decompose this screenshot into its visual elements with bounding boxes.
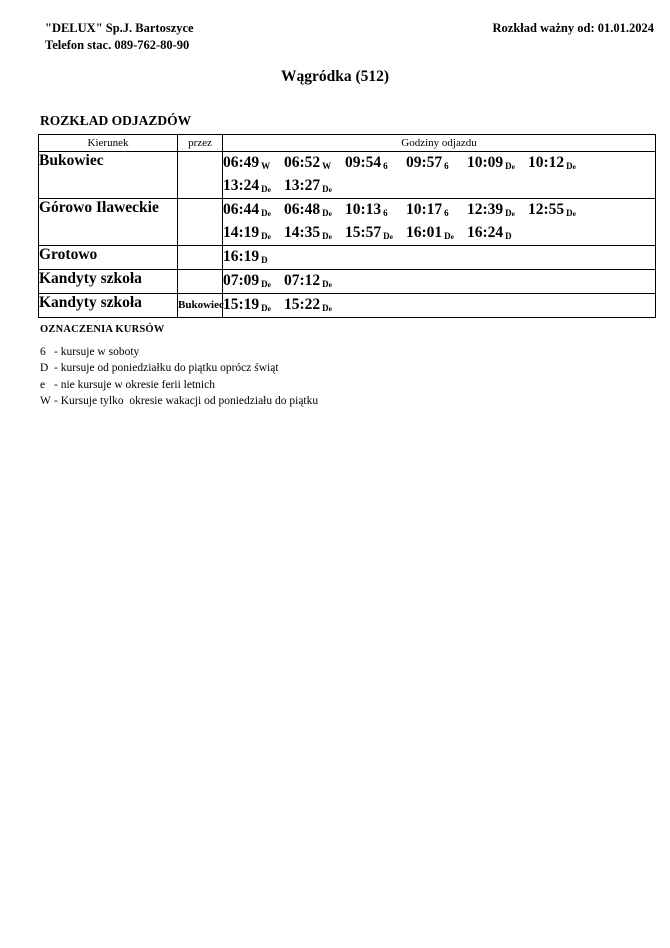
time-mark: De bbox=[322, 302, 333, 313]
time-mark: W bbox=[322, 160, 332, 171]
time-value: 15:19 bbox=[223, 295, 260, 313]
time-entry bbox=[284, 175, 345, 198]
time-mark: De bbox=[322, 230, 333, 241]
time-entry bbox=[223, 246, 284, 269]
time-entry bbox=[223, 270, 284, 293]
time-entry bbox=[406, 199, 467, 222]
time-mark: De bbox=[261, 183, 272, 194]
time-entry bbox=[528, 152, 589, 175]
time-entry bbox=[284, 294, 345, 317]
table-header-row bbox=[39, 134, 656, 151]
time-value: 07:09 bbox=[223, 271, 260, 289]
time-mark: De bbox=[505, 207, 516, 218]
time-mark: W bbox=[261, 160, 271, 171]
time-line bbox=[223, 199, 655, 222]
time-mark: De bbox=[566, 160, 577, 171]
legend-symbol: D bbox=[40, 362, 49, 375]
time-mark: De bbox=[444, 230, 455, 241]
page-title: Wągródka (512) bbox=[280, 67, 390, 85]
time-value: 09:57 bbox=[406, 153, 443, 171]
time-value: 10:12 bbox=[528, 153, 565, 171]
via-cell bbox=[178, 198, 223, 245]
times-cell bbox=[223, 198, 656, 245]
time-entry bbox=[345, 199, 406, 222]
time-value: 06:49 bbox=[223, 153, 260, 171]
direction-cell: Górowo Iławeckie bbox=[39, 198, 178, 245]
time-line bbox=[223, 246, 655, 269]
valid-from-label: Rozkład ważny od: 01.01.2024 bbox=[492, 21, 654, 35]
time-entry bbox=[223, 152, 284, 175]
col-header-times: Godziny odjazdu bbox=[223, 134, 656, 151]
time-entry bbox=[284, 152, 345, 175]
company-info bbox=[45, 20, 194, 54]
time-entry bbox=[406, 222, 467, 245]
time-value: 12:39 bbox=[467, 200, 504, 218]
time-value: 14:35 bbox=[284, 223, 321, 241]
time-line bbox=[223, 270, 655, 293]
time-mark: 6 bbox=[383, 160, 388, 171]
time-value: 16:01 bbox=[406, 223, 443, 241]
time-mark: 6 bbox=[444, 207, 449, 218]
legend-title: OZNACZENIA KURSÓW bbox=[40, 323, 165, 335]
time-line bbox=[223, 152, 655, 175]
legend bbox=[40, 324, 670, 410]
time-entry bbox=[284, 270, 345, 293]
time-entry bbox=[406, 152, 467, 175]
table-row bbox=[39, 245, 656, 269]
time-mark: De bbox=[322, 278, 333, 289]
times-cell bbox=[223, 293, 656, 317]
time-mark: De bbox=[383, 230, 394, 241]
time-mark: De bbox=[261, 302, 272, 313]
time-entry bbox=[467, 199, 528, 222]
table-row bbox=[39, 151, 656, 198]
direction-cell: Kandyty szkoła bbox=[39, 269, 178, 293]
time-mark: D bbox=[505, 230, 512, 241]
time-value: 12:55 bbox=[528, 200, 565, 218]
direction-cell: Grotowo bbox=[39, 245, 178, 269]
time-mark: 6 bbox=[383, 207, 388, 218]
time-entry bbox=[223, 294, 284, 317]
time-mark: De bbox=[261, 278, 272, 289]
legend-text: - kursuje w soboty bbox=[54, 345, 140, 358]
time-entry bbox=[284, 199, 345, 222]
times-cell bbox=[223, 151, 656, 198]
time-mark: De bbox=[566, 207, 577, 218]
legend-symbol: e bbox=[40, 378, 46, 391]
legend-item bbox=[40, 360, 670, 377]
table-row bbox=[39, 293, 656, 317]
time-value: 06:44 bbox=[223, 200, 260, 218]
time-mark: 6 bbox=[444, 160, 449, 171]
time-mark: De bbox=[261, 230, 272, 241]
legend-text: - Kursuje tylko okresie wakacji od poniedziału do piątku bbox=[54, 395, 319, 408]
time-mark: D bbox=[261, 254, 268, 265]
time-value: 09:54 bbox=[345, 153, 382, 171]
time-value: 14:19 bbox=[223, 223, 260, 241]
time-value: 06:52 bbox=[284, 153, 321, 171]
time-value: 16:19 bbox=[223, 247, 260, 265]
time-entry bbox=[467, 222, 528, 245]
time-entry bbox=[223, 222, 284, 245]
time-value: 07:12 bbox=[284, 271, 321, 289]
time-entry bbox=[223, 199, 284, 222]
time-value: 13:27 bbox=[284, 176, 321, 194]
table-row bbox=[39, 269, 656, 293]
time-value: 16:24 bbox=[467, 223, 504, 241]
time-value: 06:48 bbox=[284, 200, 321, 218]
via-cell bbox=[178, 151, 223, 198]
table-row bbox=[39, 198, 656, 245]
legend-text: - nie kursuje w okresie ferii letnich bbox=[54, 378, 215, 391]
time-value: 10:09 bbox=[467, 153, 504, 171]
time-entry bbox=[223, 175, 284, 198]
col-header-via: przez bbox=[178, 134, 223, 151]
legend-symbol: 6 bbox=[40, 345, 46, 358]
time-value: 13:24 bbox=[223, 176, 260, 194]
legend-item bbox=[40, 377, 670, 394]
time-mark: De bbox=[322, 207, 333, 218]
company-phone: Telefon stac. 089-762-80-90 bbox=[45, 37, 190, 52]
legend-text: - kursuje od poniedziałku do piątku oprócz świąt bbox=[54, 362, 279, 375]
times-cell bbox=[223, 245, 656, 269]
time-value: 10:13 bbox=[345, 200, 382, 218]
time-mark: De bbox=[261, 207, 272, 218]
legend-item bbox=[40, 344, 670, 361]
company-name: "DELUX" Sp.J. Bartoszyce bbox=[45, 21, 194, 35]
time-value: 10:17 bbox=[406, 200, 443, 218]
section-title: ROZKŁAD ODJAZDÓW bbox=[40, 112, 192, 128]
via-cell bbox=[178, 245, 223, 269]
via-cell: Bukowiec bbox=[178, 293, 223, 317]
time-line bbox=[223, 222, 655, 245]
time-entry bbox=[467, 152, 528, 175]
time-value: 15:57 bbox=[345, 223, 382, 241]
time-entry bbox=[284, 222, 345, 245]
legend-symbol: W bbox=[40, 395, 51, 408]
time-entry bbox=[528, 199, 589, 222]
direction-cell: Bukowiec bbox=[39, 151, 178, 198]
direction-cell: Kandyty szkoła bbox=[39, 293, 178, 317]
time-value: 15:22 bbox=[284, 295, 321, 313]
col-header-direction: Kierunek bbox=[39, 134, 178, 151]
via-cell bbox=[178, 269, 223, 293]
time-mark: De bbox=[505, 160, 516, 171]
time-entry bbox=[345, 152, 406, 175]
time-entry bbox=[345, 222, 406, 245]
time-mark: De bbox=[322, 183, 333, 194]
time-line bbox=[223, 175, 655, 198]
page-header bbox=[0, 0, 670, 54]
times-cell bbox=[223, 269, 656, 293]
legend-item bbox=[40, 393, 670, 410]
time-line bbox=[223, 294, 655, 317]
departure-table bbox=[38, 134, 656, 318]
